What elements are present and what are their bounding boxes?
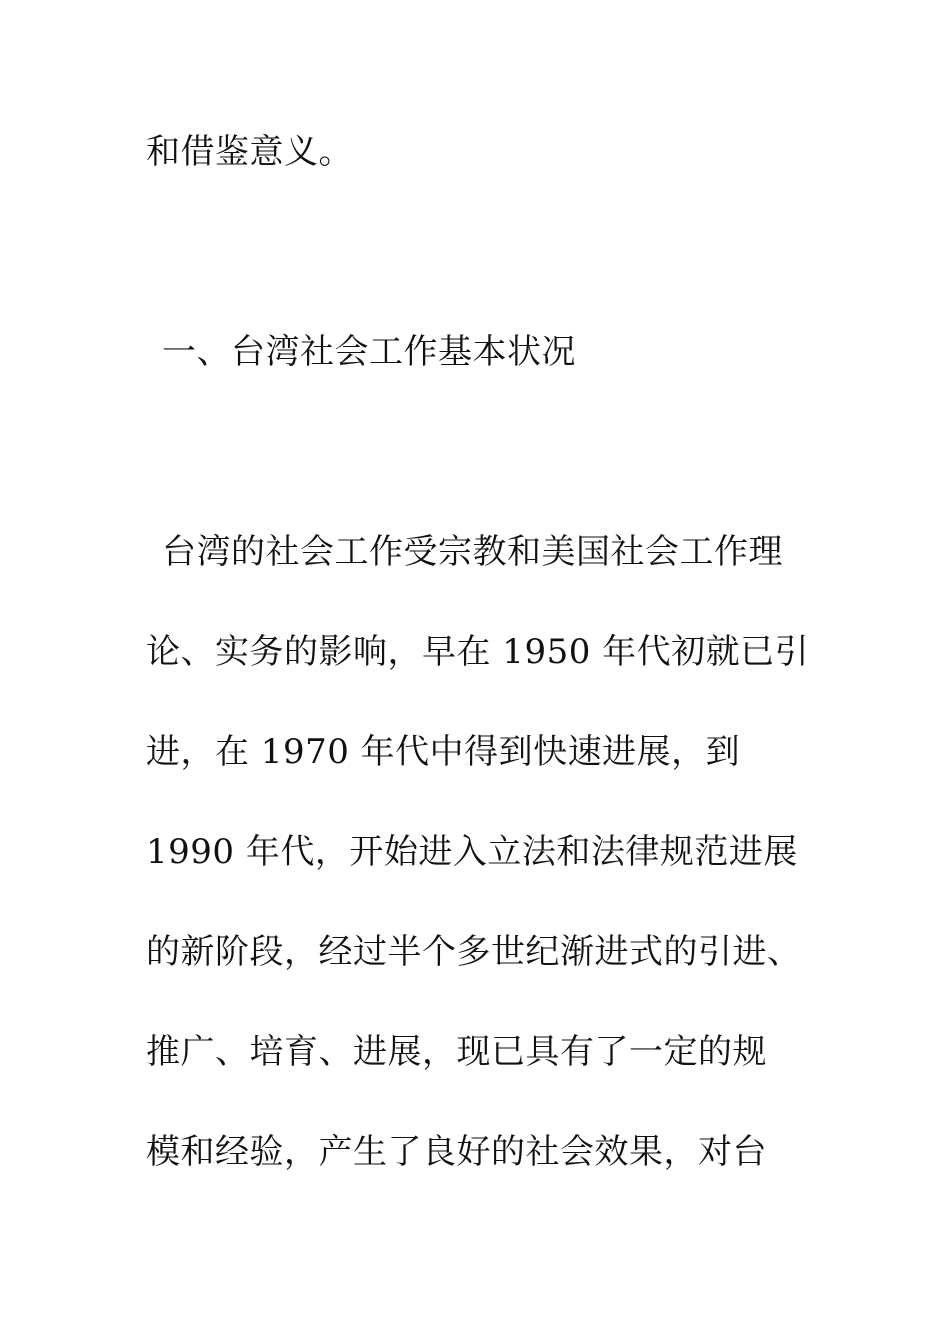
paragraph-line: 1990 年代，开始进入立法和法律规范进展 [146,832,798,872]
paragraph-line: 的新阶段，经过半个多世纪渐进式的引进、 [146,932,802,972]
paragraph-line: 台湾的社会工作受宗教和美国社会工作理 [162,532,783,572]
paragraph-line: 推广、培育、进展，现已具有了一定的规 [146,1032,767,1072]
section-heading: 一、台湾社会工作基本状况 [162,332,576,372]
previous-paragraph-tail: 和借鉴意义。 [146,132,353,172]
paragraph-line: 进，在 1970 年代中得到快速进展，到 [146,732,741,772]
paragraph-line: 论、实务的影响，早在 1950 年代初就已引 [146,632,810,672]
paragraph-line: 模和经验，产生了良好的社会效果，对台 [146,1132,767,1172]
